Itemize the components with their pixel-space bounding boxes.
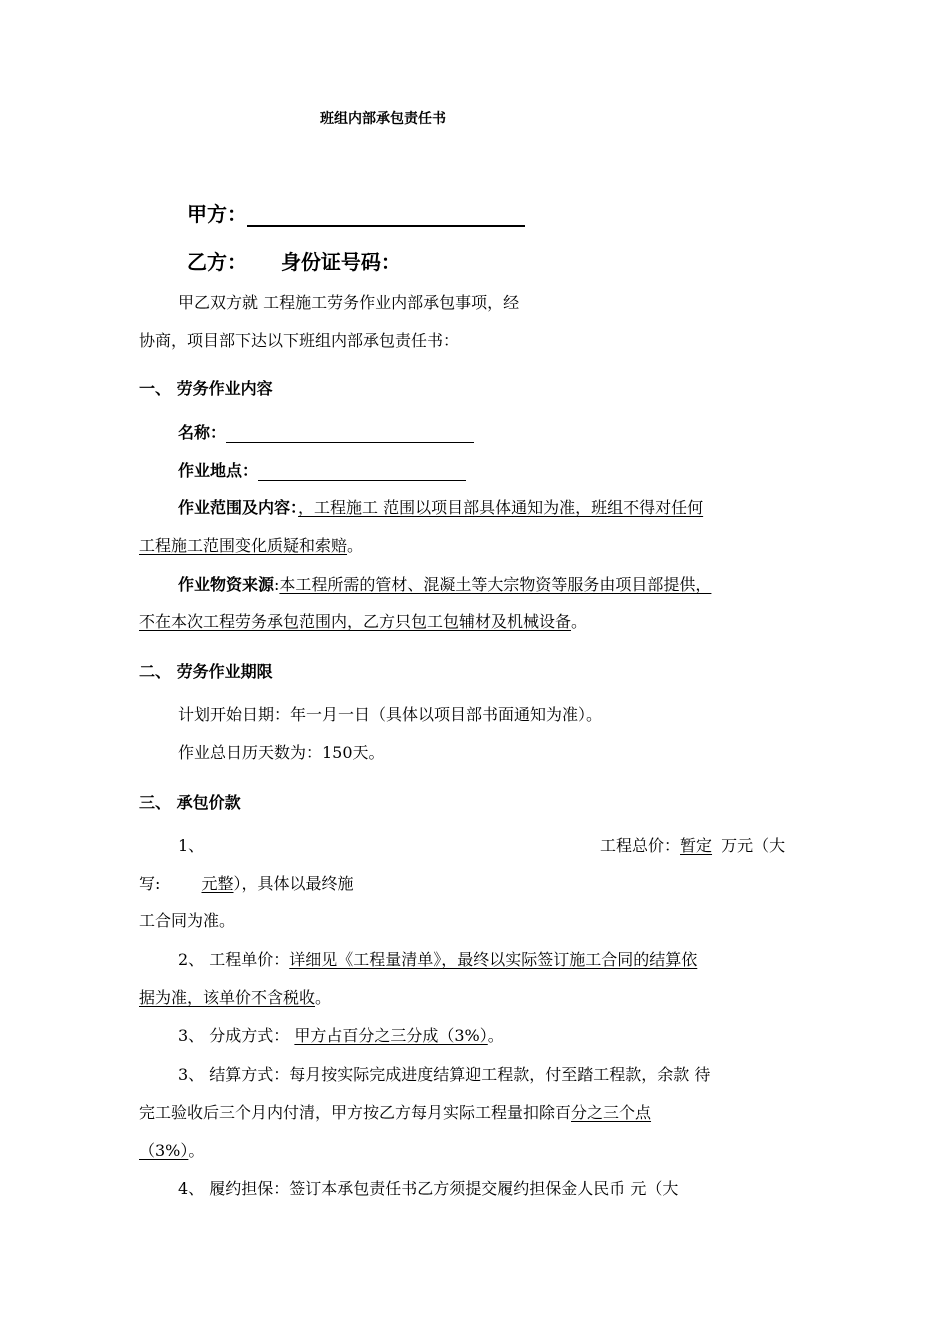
item1-line-3: 工合同为准。 [139,911,236,930]
total-days-line: 作业总日历天数为：150天。 [178,743,385,762]
section-3-heading: 三、 承包价款 [139,793,241,812]
document-title: 班组内部承包责任书 [320,111,446,127]
scope-text-b: 工程施工范围变化质疑和索赔 [139,536,348,555]
location-row [178,461,466,481]
party-b-row [187,246,401,275]
material-label: 作业物资来源 [178,575,275,594]
location-blank [258,464,466,481]
material-text-b: 不在本次工程劳务承包范围内，乙方只包工包辅材及机械设备 [139,612,572,631]
party-a-row [187,198,525,227]
item2-end: 。 [315,988,332,1007]
item2-text-a: 详细见《工程量清单》，最终以实际签订施工合同的结算依 [289,950,698,969]
item3b-text-b: 分之三个点 [571,1103,652,1122]
item3-prefix: 3、 分成方式： [178,1026,290,1045]
location-label: 作业地点： [178,461,259,480]
section-2-heading: 二、 劳务作业期限 [139,662,273,681]
scope-label: 作业范围及内容： [178,498,299,517]
section-1-heading: 一、 劳务作业内容 [139,379,273,398]
item1-yuan: 元整 [201,874,234,893]
item4-line: 4、 履约担保：签订本承包责任书乙方须提交履约担保金人民币 元（大 [178,1179,679,1198]
id-number-label: 身份证号码： [280,250,401,274]
item2-line-1 [178,950,697,970]
scope-line-1 [178,498,703,518]
material-line-1 [178,575,711,595]
item3-text: 甲方占百分之三分成（3%） [294,1026,488,1045]
scope-text-end: 。 [347,536,364,555]
item1-price-row [600,836,785,856]
name-label: 名称： [178,423,227,442]
material-line-2 [139,612,587,632]
name-blank [226,426,474,443]
item1-label: 工程总价： [600,836,681,855]
item1-unit: 万元（大 [721,836,786,855]
item3b-line-3 [139,1141,204,1161]
party-b-label: 乙方： [187,250,247,274]
item1-rest: ），具体以最终施 [233,874,354,893]
material-colon: : [274,575,280,594]
scope-line-2 [139,536,363,556]
item3-end: 。 [487,1026,504,1045]
item3b-text-a: 完工验收后三个月内付清，甲方按乙方每月实际工程量扣除百 [139,1103,572,1122]
name-row [178,423,474,443]
item3-line [178,1026,504,1046]
item1-tentative: 暂定 [680,836,713,855]
item1-line-2 [139,874,354,894]
material-text-end: 。 [571,612,588,631]
item3b-line-1: 3、 结算方式：每月按实际完成进度结算迎工程款，付至踏工程款，余款 待 [178,1065,711,1084]
item2-line-2 [139,988,331,1008]
item1-number: 1、 [178,836,205,855]
item2-prefix: 2、 工程单价： [178,950,290,969]
item3b-end: 。 [188,1141,205,1160]
item1-write: 写: [139,874,161,893]
material-text-a: 本工程所需的管材、混凝土等大宗物资等服务由项目部提供， [279,575,712,594]
item3b-percent: （3%） [139,1141,189,1160]
party-a-label: 甲方： [187,202,247,226]
party-a-blank [247,205,525,227]
item2-text-b: 据为准，该单价不含税收 [139,988,316,1007]
start-date-line: 计划开始日期：年一月一日（具体以项目部书面通知为准）。 [178,705,603,724]
intro-line-1: 甲乙双方就 工程施工劳务作业内部承包事项，经 [178,293,520,312]
item3b-line-2 [139,1103,651,1123]
intro-line-2: 协商，项目部下达以下班组内部承包责任书： [139,331,460,350]
scope-text-a: ，工程施工 范围以项目部具体通知为准，班组不得对任何 [298,498,704,517]
